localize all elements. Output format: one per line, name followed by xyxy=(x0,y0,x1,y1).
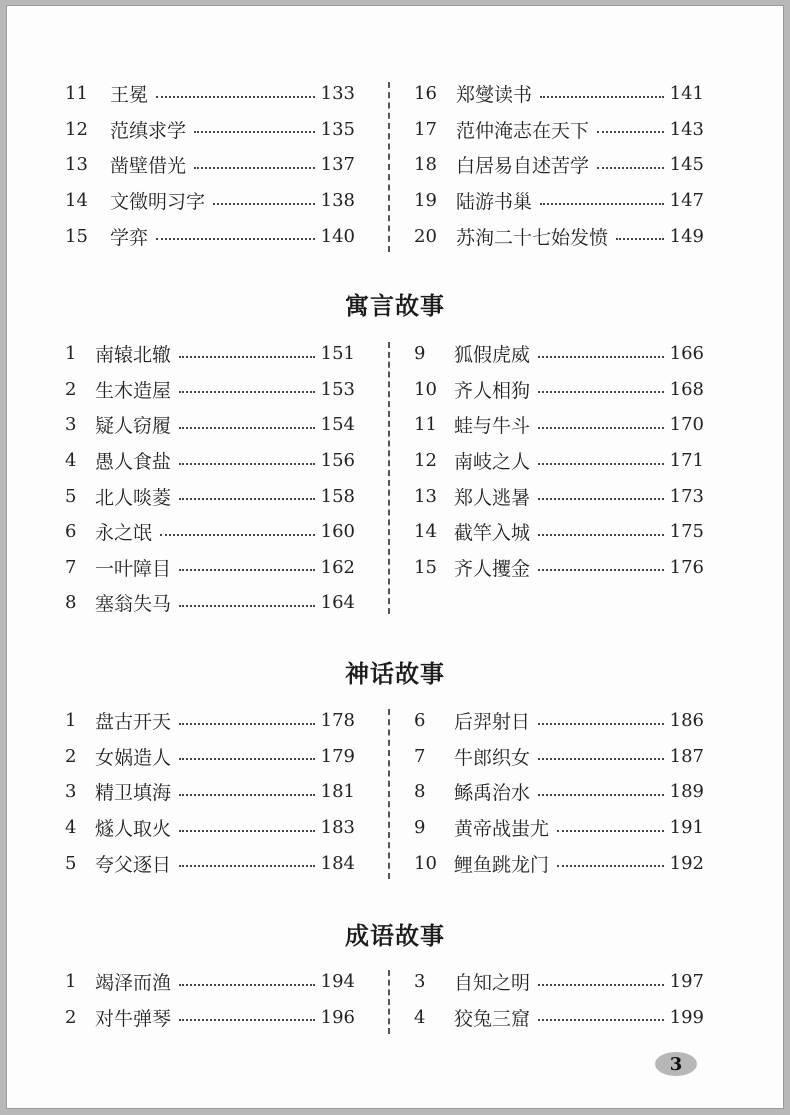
toc-entry[interactable] xyxy=(414,550,704,586)
entry-page: 151 xyxy=(320,343,355,365)
dot-leader xyxy=(538,569,664,571)
toc-entry[interactable] xyxy=(65,443,355,479)
entry-title: 王冕 xyxy=(110,84,149,107)
toc-entry[interactable] xyxy=(65,845,355,881)
column-divider xyxy=(388,82,390,252)
toc-column-left xyxy=(65,76,355,254)
entry-page: 135 xyxy=(320,118,355,140)
entry-title: 狐假虎威 xyxy=(454,344,531,367)
entry-title: 鲤鱼跳龙门 xyxy=(454,853,550,876)
entry-number: 4 xyxy=(65,450,77,472)
entry-title: 女娲造人 xyxy=(95,746,172,769)
entry-page: 141 xyxy=(669,83,704,105)
entry-page: 137 xyxy=(320,154,355,176)
entry-number: 5 xyxy=(65,485,77,507)
toc-entry[interactable] xyxy=(414,183,704,219)
entry-number: 9 xyxy=(414,343,426,365)
entry-title: 北人啖菱 xyxy=(95,486,172,509)
entry-page: 189 xyxy=(669,781,704,803)
entry-title: 一叶障目 xyxy=(95,557,172,580)
entry-number: 13 xyxy=(414,485,437,507)
dot-leader xyxy=(179,391,315,393)
toc-entry[interactable] xyxy=(65,478,355,514)
toc-entry[interactable] xyxy=(65,514,355,550)
toc-column-left xyxy=(65,964,355,1035)
dot-leader xyxy=(213,203,315,205)
entry-title: 陆游书巢 xyxy=(456,191,533,214)
toc-entry[interactable] xyxy=(65,336,355,372)
dot-leader xyxy=(179,830,315,832)
dot-leader xyxy=(179,794,315,796)
entry-title: 鲧禹治水 xyxy=(454,782,531,805)
entry-page: 183 xyxy=(320,817,355,839)
entry-page: 186 xyxy=(669,710,704,732)
toc-entry[interactable] xyxy=(65,1000,355,1036)
toc-column-right xyxy=(414,336,704,585)
entry-title: 狡兔三窟 xyxy=(454,1007,531,1030)
dot-leader xyxy=(179,605,315,607)
dot-leader xyxy=(179,1019,315,1021)
entry-number: 10 xyxy=(414,378,437,400)
toc-entry[interactable] xyxy=(65,703,355,739)
toc-entry[interactable] xyxy=(65,218,355,254)
entry-number: 4 xyxy=(65,817,77,839)
column-divider xyxy=(388,970,390,1034)
dot-leader xyxy=(540,203,664,205)
entry-title: 郑人逃暑 xyxy=(454,486,531,509)
entry-number: 2 xyxy=(65,1006,77,1028)
dot-leader xyxy=(557,865,664,867)
entry-number: 3 xyxy=(65,781,77,803)
entry-title: 夸父逐日 xyxy=(95,853,172,876)
entry-page: 196 xyxy=(320,1006,355,1028)
dot-leader xyxy=(538,758,664,760)
toc-entry[interactable] xyxy=(65,774,355,810)
entry-number: 6 xyxy=(65,521,77,543)
entry-number: 2 xyxy=(65,378,77,400)
entry-number: 15 xyxy=(414,556,437,578)
entry-title: 学弈 xyxy=(110,226,149,249)
toc-entry[interactable] xyxy=(65,76,355,112)
toc-entry[interactable] xyxy=(65,147,355,183)
entry-number: 18 xyxy=(414,154,437,176)
entry-page: 181 xyxy=(320,781,355,803)
dot-leader xyxy=(179,723,315,725)
dot-leader xyxy=(194,131,315,133)
entry-title: 文徵明习字 xyxy=(110,191,206,214)
toc-entry[interactable] xyxy=(414,514,704,550)
entry-title: 南岐之人 xyxy=(454,451,531,474)
entry-page: 192 xyxy=(669,852,704,874)
entry-number: 1 xyxy=(65,971,77,993)
entry-title: 牛郎织女 xyxy=(454,746,531,769)
entry-page: 178 xyxy=(320,710,355,732)
entry-page: 147 xyxy=(669,190,704,212)
entry-page: 133 xyxy=(320,83,355,105)
dot-leader xyxy=(179,758,315,760)
section-heading: 神话故事 xyxy=(345,659,445,688)
entry-page: 166 xyxy=(669,343,704,365)
entry-title: 范仲淹志在天下 xyxy=(456,119,590,142)
dot-leader xyxy=(538,723,664,725)
toc-entry[interactable] xyxy=(414,964,704,1000)
toc-entry[interactable] xyxy=(65,964,355,1000)
entry-title: 蛙与牛斗 xyxy=(454,415,531,438)
dot-leader xyxy=(156,96,315,98)
toc-entry[interactable] xyxy=(65,550,355,586)
toc-entry[interactable] xyxy=(65,183,355,219)
section-heading: 寓言故事 xyxy=(345,291,445,320)
dot-leader xyxy=(597,131,664,133)
dot-leader xyxy=(179,356,315,358)
entry-title: 凿壁借光 xyxy=(110,155,187,178)
entry-title: 截竿入城 xyxy=(454,522,531,545)
entry-number: 8 xyxy=(65,592,77,614)
entry-page: 194 xyxy=(320,971,355,993)
entry-title: 范缜求学 xyxy=(110,119,187,142)
dot-leader xyxy=(179,498,315,500)
entry-page: 153 xyxy=(320,378,355,400)
entry-number: 11 xyxy=(414,414,437,436)
entry-number: 12 xyxy=(65,118,88,140)
entry-page: 184 xyxy=(320,852,355,874)
entry-page: 156 xyxy=(320,450,355,472)
toc-entry[interactable] xyxy=(414,112,704,148)
entry-page: 143 xyxy=(669,118,704,140)
entry-number: 4 xyxy=(414,1006,426,1028)
toc-entry[interactable] xyxy=(414,336,704,372)
entry-number: 1 xyxy=(65,343,77,365)
dot-leader xyxy=(179,569,315,571)
dot-leader xyxy=(597,167,664,169)
toc-entry[interactable] xyxy=(414,407,704,443)
entry-page: 138 xyxy=(320,190,355,212)
dot-leader xyxy=(538,794,664,796)
entry-page: 140 xyxy=(320,225,355,247)
entry-title: 黄帝战蚩尤 xyxy=(454,818,550,841)
entry-page: 168 xyxy=(669,378,704,400)
entry-number: 6 xyxy=(414,710,426,732)
dot-leader xyxy=(538,534,664,536)
toc-entry[interactable] xyxy=(414,76,704,112)
entry-number: 14 xyxy=(414,521,437,543)
entry-title: 生木造屋 xyxy=(95,379,172,402)
toc-entry[interactable] xyxy=(65,407,355,443)
entry-number: 13 xyxy=(65,154,88,176)
dot-leader xyxy=(538,984,664,986)
toc-column-left xyxy=(65,336,355,621)
entry-page: 170 xyxy=(669,414,704,436)
entry-title: 齐人攫金 xyxy=(454,557,531,580)
dot-leader xyxy=(179,865,315,867)
entry-number: 5 xyxy=(65,852,77,874)
entry-number: 3 xyxy=(65,414,77,436)
entry-page: 191 xyxy=(669,817,704,839)
entry-title: 永之氓 xyxy=(95,522,153,545)
dot-leader xyxy=(179,984,315,986)
dot-leader xyxy=(538,1019,664,1021)
entry-number: 8 xyxy=(414,781,426,803)
toc-entry[interactable] xyxy=(414,443,704,479)
entry-title: 白居易自述苦学 xyxy=(456,155,590,178)
entry-number: 7 xyxy=(414,745,426,767)
entry-number: 15 xyxy=(65,225,88,247)
toc-page xyxy=(6,5,784,1109)
entry-number: 11 xyxy=(65,83,88,105)
entry-number: 20 xyxy=(414,225,437,247)
entry-number: 7 xyxy=(65,556,77,578)
entry-page: 175 xyxy=(669,521,704,543)
toc-entry[interactable] xyxy=(414,845,704,881)
section-heading: 成语故事 xyxy=(345,921,445,950)
entry-page: 160 xyxy=(320,521,355,543)
entry-page: 158 xyxy=(320,485,355,507)
toc-column-right xyxy=(414,76,704,254)
entry-page: 149 xyxy=(669,225,704,247)
entry-title: 盘古开天 xyxy=(95,711,172,734)
entry-number: 19 xyxy=(414,190,437,212)
entry-number: 14 xyxy=(65,190,88,212)
entry-page: 173 xyxy=(669,485,704,507)
page-number-badge: 3 xyxy=(655,1052,697,1076)
dot-leader xyxy=(194,167,315,169)
toc-column-right xyxy=(414,703,704,881)
toc-entry[interactable] xyxy=(65,372,355,408)
toc-entry[interactable] xyxy=(414,478,704,514)
entry-page: 154 xyxy=(320,414,355,436)
entry-title: 愚人食盐 xyxy=(95,451,172,474)
dot-leader xyxy=(538,391,664,393)
entry-title: 疑人窃履 xyxy=(95,415,172,438)
entry-page: 179 xyxy=(320,745,355,767)
dot-leader xyxy=(156,238,315,240)
toc-entry[interactable] xyxy=(65,739,355,775)
toc-entry[interactable] xyxy=(414,372,704,408)
entry-title: 对牛弹琴 xyxy=(95,1007,172,1030)
dot-leader xyxy=(616,238,664,240)
dot-leader xyxy=(538,498,664,500)
toc-entry[interactable] xyxy=(414,1000,704,1036)
entry-title: 塞翁失马 xyxy=(95,593,172,616)
entry-number: 17 xyxy=(414,118,437,140)
entry-title: 南辕北辙 xyxy=(95,344,172,367)
toc-entry[interactable] xyxy=(414,810,704,846)
entry-number: 10 xyxy=(414,852,437,874)
toc-column-left xyxy=(65,703,355,881)
toc-column-right xyxy=(414,964,704,1035)
entry-page: 162 xyxy=(320,556,355,578)
toc-entry[interactable] xyxy=(65,810,355,846)
dot-leader xyxy=(538,427,664,429)
column-divider xyxy=(388,709,390,879)
toc-entry[interactable] xyxy=(65,585,355,621)
toc-entry[interactable] xyxy=(414,739,704,775)
entry-page: 187 xyxy=(669,745,704,767)
dot-leader xyxy=(557,830,664,832)
entry-page: 145 xyxy=(669,154,704,176)
toc-entry[interactable] xyxy=(414,147,704,183)
entry-title: 自知之明 xyxy=(454,972,531,995)
entry-title: 燧人取火 xyxy=(95,818,172,841)
entry-page: 176 xyxy=(669,556,704,578)
entry-title: 精卫填海 xyxy=(95,782,172,805)
entry-title: 郑燮读书 xyxy=(456,84,533,107)
entry-page: 171 xyxy=(669,450,704,472)
entry-number: 12 xyxy=(414,450,437,472)
column-divider xyxy=(388,342,390,614)
dot-leader xyxy=(160,534,315,536)
dot-leader xyxy=(179,427,315,429)
entry-page: 164 xyxy=(320,592,355,614)
toc-entry[interactable] xyxy=(414,774,704,810)
entry-title: 苏洵二十七始发愤 xyxy=(456,226,609,249)
entry-title: 齐人相狗 xyxy=(454,379,531,402)
entry-title: 后羿射日 xyxy=(454,711,531,734)
entry-number: 1 xyxy=(65,710,77,732)
entry-page: 197 xyxy=(669,971,704,993)
dot-leader xyxy=(540,96,664,98)
dot-leader xyxy=(179,463,315,465)
entry-number: 3 xyxy=(414,971,426,993)
entry-number: 16 xyxy=(414,83,437,105)
entry-number: 2 xyxy=(65,745,77,767)
entry-title: 竭泽而渔 xyxy=(95,972,172,995)
dot-leader xyxy=(538,356,664,358)
toc-entry[interactable] xyxy=(414,218,704,254)
toc-entry[interactable] xyxy=(65,112,355,148)
toc-entry[interactable] xyxy=(414,703,704,739)
dot-leader xyxy=(538,463,664,465)
entry-page: 199 xyxy=(669,1006,704,1028)
entry-number: 9 xyxy=(414,817,426,839)
